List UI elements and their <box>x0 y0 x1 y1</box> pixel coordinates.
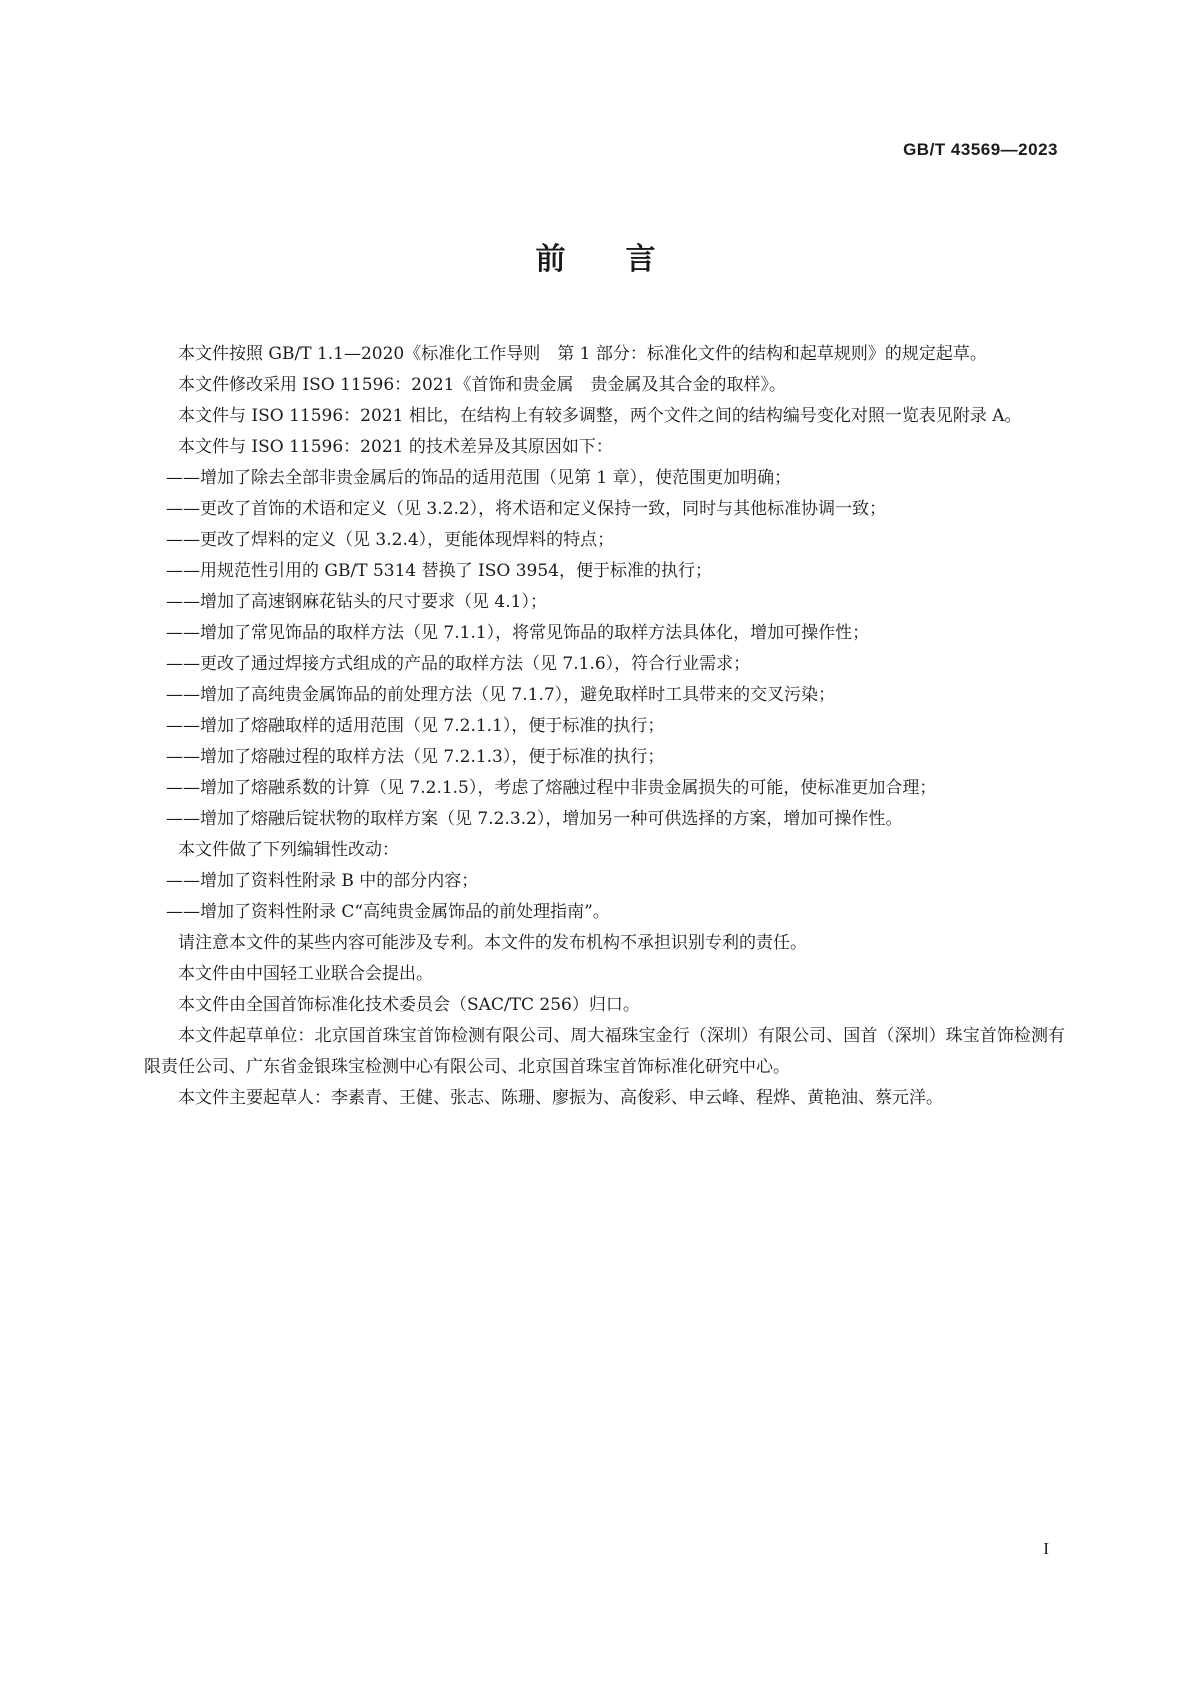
list-item: ——增加了熔融过程的取样方法（见 7.2.1.3），便于标准的执行； <box>166 747 665 767</box>
foreword-body <box>144 339 1065 1114</box>
page-title: 前言 <box>535 242 716 277</box>
list-item: ——增加了常见饰品的取样方法（见 7.1.1），将常见饰品的取样方法具体化，增加可操作性； <box>166 623 870 643</box>
paragraph-drafting-organizations: 本文件起草单位：北京国首珠宝首饰检测有限公司、周大福珠宝金行（深圳）有限公司、国首（深圳）珠宝首饰检测有限责任公司、广东省金银珠宝检测中心有限公司、北京国首珠宝首饰标准化研究中心。 <box>144 1026 1065 1077</box>
standard-number: GB/T 43569—2023 <box>903 140 1058 159</box>
paragraph-under-jurisdiction: 本文件由全国首饰标准化技术委员会（SAC/TC 256）归口。 <box>178 995 640 1015</box>
paragraph-drafting-rules: 本文件按照 GB/T 1.1—2020《标准化工作导则 第 1 部分：标准化文件的结构和起草规则》的规定起草。 <box>178 344 987 364</box>
paragraph-adoption: 本文件修改采用 ISO 11596：2021《首饰和贵金属 贵金属及其合金的取样》。 <box>178 375 786 395</box>
list-item: ——用规范性引用的 GB/T 5314 替换了 ISO 3954，便于标准的执行； <box>166 561 712 581</box>
list-item: ——增加了高纯贵金属饰品的前处理方法（见 7.1.7），避免取样时工具带来的交叉污染； <box>166 685 836 705</box>
list-item: ——增加了资料性附录 B 中的部分内容； <box>166 871 479 891</box>
paragraph-patent-notice: 请注意本文件的某些内容可能涉及专利。本文件的发布机构不承担识别专利的责任。 <box>178 933 807 953</box>
list-item: ——增加了熔融系数的计算（见 7.2.1.5），考虑了熔融过程中非贵金属损失的可能，使标准更加合理； <box>166 778 937 798</box>
list-item: ——增加了熔融取样的适用范围（见 7.2.1.1），便于标准的执行； <box>166 716 665 736</box>
list-item: ——增加了高速钢麻花钻头的尺寸要求（见 4.1）； <box>166 592 547 612</box>
list-item: ——更改了通过焊接方式组成的产品的取样方法（见 7.1.6），符合行业需求； <box>166 654 751 674</box>
list-item: ——增加了除去全部非贵金属后的饰品的适用范围（见第 1 章），使范围更加明确； <box>166 468 792 488</box>
paragraph-drafters: 本文件主要起草人：李素青、王健、张志、陈珊、廖振为、高俊彩、申云峰、程烨、黄艳油、蔡元洋。 <box>178 1088 943 1108</box>
paragraph-proposed-by: 本文件由中国轻工业联合会提出。 <box>178 964 433 984</box>
page-number: I <box>1043 1539 1049 1558</box>
list-item: ——更改了焊料的定义（见 3.2.4），更能体现焊料的特点； <box>166 530 615 550</box>
list-item: ——增加了资料性附录 C“高纯贵金属饰品的前处理指南”。 <box>166 902 610 922</box>
paragraph-structure-comparison: 本文件与 ISO 11596：2021 相比，在结构上有较多调整，两个文件之间的结构编号变化对照一览表见附录 A。 <box>178 406 1022 426</box>
technical-differences-list <box>144 463 1065 835</box>
editorial-changes-list <box>144 866 1065 928</box>
list-item: ——更改了首饰的术语和定义（见 3.2.2），将术语和定义保持一致，同时与其他标准协调一致； <box>166 499 887 519</box>
paragraph-editorial-intro: 本文件做了下列编辑性改动： <box>178 840 399 860</box>
list-item: ——增加了熔融后锭状物的取样方案（见 7.2.3.2），增加另一种可供选择的方案，增加可操作性。 <box>166 809 903 829</box>
paragraph-technical-differences-intro: 本文件与 ISO 11596：2021 的技术差异及其原因如下： <box>178 437 613 457</box>
